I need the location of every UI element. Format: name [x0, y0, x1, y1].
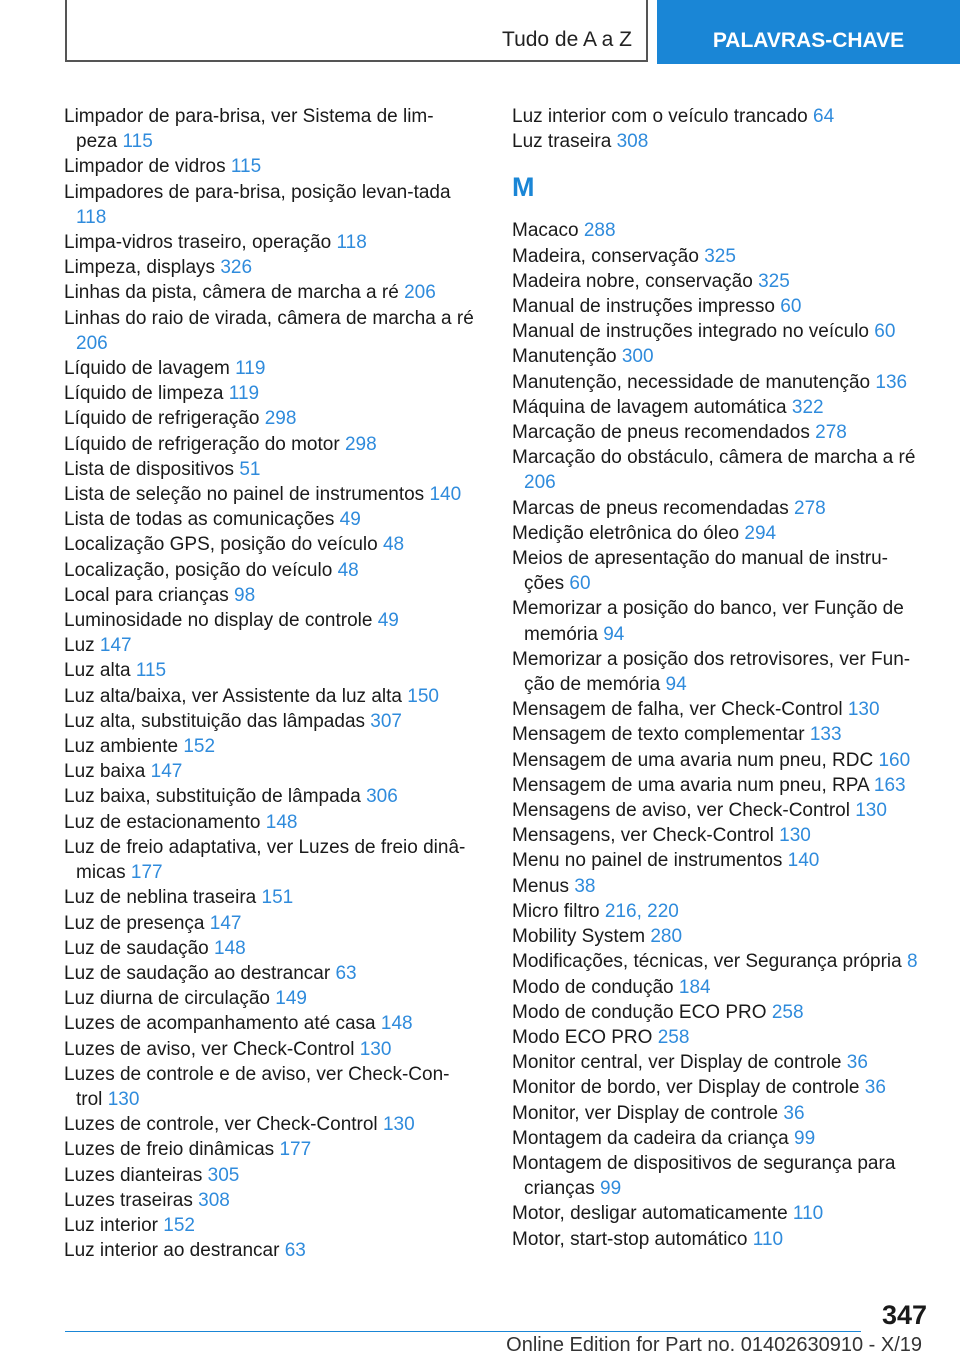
page-reference-link[interactable]: 60: [874, 321, 896, 343]
index-entry: [64, 180, 474, 230]
index-entry: [512, 722, 922, 747]
index-entry-text: Mobility System: [512, 926, 646, 948]
index-column-left: [64, 104, 474, 1263]
page-reference-link[interactable]: 130: [855, 800, 887, 822]
index-entry: [512, 1126, 922, 1151]
index-entry-text: Líquido de refrigeração: [64, 408, 260, 430]
index-entry-text: Limpeza, displays: [64, 257, 216, 279]
page-reference-link[interactable]: 151: [261, 887, 294, 909]
page-reference-link[interactable]: 130: [359, 1038, 392, 1060]
footer-divider: [65, 1331, 861, 1332]
index-entry-text: Motor, start-stop automático: [512, 1228, 748, 1250]
index-entry-text: Mensagens, ver Check-Control: [512, 825, 774, 847]
page-reference-link[interactable]: 98: [234, 584, 256, 606]
index-entry-text: Manutenção, necessidade de manutenção: [512, 371, 871, 393]
index-entry-text: Lista de seleção no painel de instrumentos: [64, 484, 425, 506]
index-entry-text: Manutenção: [512, 346, 617, 368]
page-reference-link[interactable]: 38: [574, 875, 596, 897]
index-entry-text: Memorizar a posição do banco, ver Função de memória: [512, 598, 904, 645]
page-reference-link[interactable]: 308: [198, 1189, 230, 1211]
page-reference-link[interactable]: 110: [752, 1228, 784, 1250]
page-reference-link[interactable]: 298: [344, 433, 377, 455]
index-entry: [512, 1201, 922, 1226]
page-reference-link[interactable]: 305: [207, 1164, 240, 1186]
page-reference-link[interactable]: 130: [779, 825, 811, 847]
tab-keywords[interactable]: [657, 0, 960, 64]
index-entry-text: Luz baixa: [64, 761, 146, 783]
index-entry: [512, 848, 922, 873]
index-entry-text: Luz interior ao destrancar: [64, 1240, 280, 1262]
page-reference-link[interactable]: 51: [239, 458, 261, 480]
index-entry: [512, 294, 922, 319]
index-entry: [64, 230, 474, 255]
index-entry: [512, 1151, 922, 1201]
index-entry: [64, 608, 474, 633]
index-entry-text: Modificações, técnicas, ver Segurança própria: [512, 951, 902, 973]
page-reference-link[interactable]: 119: [235, 358, 266, 380]
index-entry: [64, 936, 474, 961]
index-entry-text: Memorizar a posição dos retrovisores, ver Fun-ção de memória: [512, 648, 911, 696]
index-entry-text: Luzes de controle, ver Check-Control: [64, 1114, 378, 1136]
index-entry-text: Montagem da cadeira da criança: [512, 1127, 789, 1149]
index-entry-text: Lista de todas as comunicações: [64, 509, 335, 531]
index-entry: [64, 255, 474, 280]
index-entry-text: Luz alta: [64, 660, 131, 682]
index-entry-text: Luzes traseiras: [64, 1189, 193, 1211]
index-entry-text: Macaco: [512, 220, 579, 242]
edition-text: Online Edition for Part no. 01402630910 - X/19: [506, 1334, 922, 1356]
page-reference-link[interactable]: 115: [135, 660, 167, 682]
index-entry: [512, 546, 922, 596]
index-entry: [512, 899, 922, 924]
page-reference-link[interactable]: 325: [758, 270, 790, 292]
index-entry: [512, 823, 922, 848]
page-reference-link[interactable]: 110: [792, 1203, 824, 1225]
index-entry-text: Limpadores de para-brisa, posição levan-tada: [64, 181, 451, 203]
index-entry-text: Líquido de limpeza: [64, 383, 224, 405]
index-entry-text: Luz de presença: [64, 912, 205, 934]
header-box: [65, 0, 648, 62]
index-entry: [64, 709, 474, 734]
index-entry: [512, 1101, 922, 1126]
index-entry-text: Limpa-vidros traseiro, operação: [64, 232, 332, 254]
page-reference-link[interactable]: 63: [335, 962, 357, 984]
index-entry: [64, 104, 474, 154]
index-entry: [64, 885, 474, 910]
index-entry-text: Madeira nobre, conservação: [512, 270, 753, 292]
index-entry: [64, 1213, 474, 1238]
index-entry: [64, 810, 474, 835]
page-reference-link[interactable]: 147: [99, 635, 132, 657]
index-entry: [64, 734, 474, 759]
page-reference-link[interactable]: 325: [704, 245, 736, 267]
index-entry: [512, 748, 922, 773]
index-entry: [512, 1227, 922, 1252]
page-reference-link[interactable]: 130: [382, 1114, 415, 1136]
page-number: 347: [881, 1300, 927, 1330]
index-entry-text: Limpador de vidros: [64, 156, 226, 178]
index-entry: [64, 835, 474, 885]
index-entry: [64, 482, 474, 507]
index-entry-text: Luz interior: [64, 1214, 158, 1236]
index-entry: [512, 496, 922, 521]
index-entry: [64, 911, 474, 936]
index-entry: [512, 975, 922, 1000]
index-entry-text: Luz de saudação: [64, 937, 209, 959]
page-reference-link[interactable]: 148: [265, 811, 298, 833]
index-entry-text: Luz baixa, substituição de lâmpada: [64, 786, 361, 808]
page-reference-link[interactable]: 177: [279, 1139, 312, 1161]
index-entry-text: Marcação de pneus recomendados: [512, 422, 810, 444]
index-entry-text: Monitor central, ver Display de controle: [512, 1052, 842, 1074]
page-reference-link[interactable]: 149: [275, 988, 307, 1010]
index-entry: [512, 1075, 922, 1100]
index-entry-text: Menus: [512, 875, 570, 897]
page-reference-link[interactable]: 294: [744, 522, 777, 544]
index-entry: [64, 1163, 474, 1188]
index-entry: [512, 1000, 922, 1025]
index-entry: [512, 521, 922, 546]
index-entry-text: Mensagem de uma avaria num pneu, RPA: [512, 774, 869, 796]
page-reference-link[interactable]: 133: [809, 724, 842, 746]
index-entry-text: Mensagem de uma avaria num pneu, RDC: [512, 749, 874, 771]
index-entry: [64, 154, 474, 179]
page-reference-link[interactable]: 36: [846, 1052, 868, 1074]
page-reference-link[interactable]: 147: [150, 761, 183, 783]
index-entry: [64, 759, 474, 784]
index-entry: [512, 647, 922, 697]
index-entry: [512, 1050, 922, 1075]
index-entry: [512, 798, 922, 823]
page-reference-link[interactable]: 118: [76, 206, 107, 228]
page-reference-link[interactable]: 49: [339, 509, 361, 531]
page-reference-link[interactable]: 258: [657, 1026, 690, 1048]
index-entry: [64, 432, 474, 457]
page-reference-link[interactable]: 49: [377, 610, 399, 632]
page-reference-link[interactable]: 48: [382, 534, 405, 556]
index-entry: [512, 370, 922, 395]
page-reference-link[interactable]: 148: [214, 937, 246, 959]
index-entry-text: Modo de condução ECO PRO: [512, 1001, 767, 1023]
page-reference-link[interactable]: 140: [787, 850, 820, 872]
page-reference-link[interactable]: 298: [264, 408, 297, 430]
index-entry: [512, 269, 922, 294]
page-reference-link[interactable]: 99: [600, 1178, 622, 1200]
index-entry-text: Mensagem de falha, ver Check-Control: [512, 699, 843, 721]
page-reference-link[interactable]: 60: [780, 296, 802, 318]
index-entry: [512, 697, 922, 722]
index-entry: [64, 1188, 474, 1213]
index-entry: [64, 356, 474, 381]
index-entry-text: Madeira, conservação: [512, 245, 699, 267]
page-reference-link[interactable]: 160: [878, 749, 911, 771]
index-entry-text: Marcas de pneus recomendadas: [512, 497, 789, 519]
page-reference-link[interactable]: 36: [864, 1077, 886, 1099]
index-entry: [512, 445, 922, 495]
index-entry: [512, 129, 922, 154]
index-entry: [64, 1011, 474, 1036]
index-entry-text: Monitor de bordo, ver Display de controle: [512, 1077, 860, 1099]
page-reference-link[interactable]: 177: [130, 862, 163, 884]
index-entry: [512, 218, 922, 243]
index-entry: [64, 684, 474, 709]
page-reference-link[interactable]: 148: [380, 1013, 413, 1035]
index-entry-text: Luz de saudação ao destrancar: [64, 962, 331, 984]
index-entry: [512, 104, 922, 129]
page-reference-link[interactable]: 300: [621, 346, 654, 368]
index-entry: [64, 381, 474, 406]
index-entry-text: Luz alta/baixa, ver Assistente da luz alta: [64, 685, 402, 707]
index-entry: [64, 633, 474, 658]
index-entry-text: Linhas da pista, câmera de marcha a ré: [64, 282, 399, 304]
index-entry-text: Luzes de controle e de aviso, ver Check-Con-trol: [64, 1063, 450, 1110]
index-entry: [64, 986, 474, 1011]
index-entry: [512, 773, 922, 798]
page-reference-link[interactable]: 326: [220, 257, 253, 279]
page-reference-link[interactable]: 288: [583, 220, 616, 242]
index-entry-text: Mensagens de aviso, ver Check-Control: [512, 800, 850, 822]
index-entry-text: Máquina de lavagem automática: [512, 396, 787, 418]
index-entry: [64, 1062, 474, 1112]
index-entry-text: Micro filtro: [512, 900, 600, 922]
index-entry: [512, 344, 922, 369]
index-entry: [512, 949, 922, 974]
index-entry: [64, 558, 474, 583]
page-reference-link[interactable]: 94: [665, 674, 687, 696]
index-entry-text: Linhas do raio de virada, câmera de marcha a ré: [64, 307, 474, 329]
page-reference-link[interactable]: 206: [524, 472, 556, 494]
index-entry: [512, 1025, 922, 1050]
page-reference-link[interactable]: 130: [847, 699, 880, 721]
page-reference-link[interactable]: 8: [906, 951, 918, 973]
index-entry: [64, 457, 474, 482]
page-reference-link[interactable]: 280: [650, 926, 683, 948]
index-entry: [64, 406, 474, 431]
page-reference-link[interactable]: 115: [230, 156, 262, 178]
index-entry-text: Monitor, ver Display de controle: [512, 1102, 779, 1124]
index-column-right: [512, 104, 922, 1252]
index-entry-text: Luz de neblina traseira: [64, 887, 257, 909]
index-entry-text: Montagem de dispositivos de segurança para crianças: [512, 1152, 896, 1200]
page-reference-link[interactable]: 60: [569, 573, 591, 595]
section-title: Tudo de A a Z: [502, 28, 632, 51]
index-entry-text: Líquido de refrigeração do motor: [64, 433, 340, 455]
index-entry: [64, 1238, 474, 1263]
page-reference-link[interactable]: 278: [794, 497, 826, 519]
page-reference-link[interactable]: 136: [875, 371, 908, 393]
index-entry: [512, 596, 922, 646]
index-entry: [512, 319, 922, 344]
index-entry-text: Meios de apresentação do manual de instru-ções: [512, 548, 889, 595]
page-reference-link[interactable]: 147: [209, 912, 242, 934]
index-entry-text: Luzes de acompanhamento até casa: [64, 1013, 376, 1035]
page-reference-link[interactable]: 163: [873, 774, 906, 796]
index-entry-text: Luz de estacionamento: [64, 811, 261, 833]
index-entry: [64, 658, 474, 683]
index-entry: [64, 961, 474, 986]
index-entry: [64, 532, 474, 557]
index-entry: [64, 1112, 474, 1137]
page-reference-link[interactable]: 130: [107, 1088, 140, 1110]
index-entry-text: Luminosidade no display de controle: [64, 610, 373, 632]
index-entry-text: Luz: [64, 635, 95, 657]
page-reference-link[interactable]: 206: [76, 332, 108, 354]
index-entry-text: Líquido de lavagem: [64, 358, 230, 380]
index-entry: [64, 784, 474, 809]
page-reference-link[interactable]: 307: [370, 710, 402, 732]
index-entry-text: Local para crianças: [64, 584, 229, 606]
index-entry: [64, 306, 474, 356]
index-entry-text: Luzes dianteiras: [64, 1164, 203, 1186]
page-reference-link[interactable]: 152: [163, 1214, 195, 1236]
page-reference-link[interactable]: 184: [678, 976, 711, 998]
index-entry-text: Marcação do obstáculo, câmera de marcha a ré: [512, 447, 916, 469]
index-entry-text: Luzes de aviso, ver Check-Control: [64, 1038, 355, 1060]
page-reference-link[interactable]: 36: [783, 1102, 805, 1124]
index-entry-text: Menu no painel de instrumentos: [512, 850, 783, 872]
index-entry: [512, 244, 922, 269]
page-reference-link[interactable]: 306: [366, 786, 398, 808]
index-entry: [512, 874, 922, 899]
index-entry: [512, 395, 922, 420]
page-reference-link[interactable]: 140: [429, 484, 462, 506]
page-reference-link[interactable]: 308: [616, 131, 649, 153]
page-reference-link[interactable]: 64: [813, 106, 835, 127]
index-entry-text: Manual de instruções integrado no veículo: [512, 321, 870, 343]
index-entry-text: Modo de condução: [512, 976, 674, 998]
index-entry-text: Luzes de freio dinâmicas: [64, 1139, 275, 1161]
page-reference-link[interactable]: 118: [336, 232, 367, 254]
page-reference-link[interactable]: 258: [771, 1001, 804, 1023]
index-entry-text: Limpador de para-brisa, ver Sistema de lim-peza: [64, 106, 434, 153]
page-reference-link[interactable]: 119: [228, 383, 260, 405]
index-entry-text: Luz diurna de circulação: [64, 988, 270, 1010]
page-reference-link[interactable]: 322: [791, 396, 824, 418]
page-reference-link[interactable]: 48: [337, 559, 359, 581]
index-entry-text: Mensagem de texto complementar: [512, 724, 805, 746]
page-reference-link[interactable]: 216, 220: [604, 900, 679, 922]
index-entry-text: Motor, desligar automaticamente: [512, 1203, 788, 1225]
index-entry: [64, 507, 474, 532]
index-entry-text: Lista de dispositivos: [64, 458, 235, 480]
index-entry: [64, 1037, 474, 1062]
index-entry-text: Modo ECO PRO: [512, 1026, 653, 1048]
index-entry-text: Medição eletrônica do óleo: [512, 522, 740, 544]
index-entry: [64, 1137, 474, 1162]
index-entry-text: Luz de freio adaptativa, ver Luzes de freio dinâ-micas: [64, 836, 466, 884]
index-entry: [512, 420, 922, 445]
page-reference-link[interactable]: 206: [404, 282, 436, 304]
index-entry-text: Luz interior com o veículo trancado: [512, 106, 808, 127]
page-reference-link[interactable]: 115: [122, 131, 153, 153]
index-entry-text: Luz alta, substituição das lâmpadas: [64, 710, 366, 732]
page-reference-link[interactable]: 99: [794, 1127, 816, 1149]
index-entry: [512, 924, 922, 949]
index-entry-text: Localização GPS, posição do veículo: [64, 534, 378, 556]
index-entry-text: Luz ambiente: [64, 736, 179, 758]
index-entry-text: Localização, posição do veículo: [64, 559, 333, 581]
index-entry-text: Manual de instruções impresso: [512, 296, 775, 318]
tab-keywords-label: PALAVRAS-CHAVE: [712, 29, 905, 52]
page-reference-link[interactable]: 150: [407, 685, 439, 707]
index-entry: [64, 280, 474, 305]
page-reference-link[interactable]: 63: [284, 1240, 306, 1262]
page-reference-link[interactable]: 94: [603, 623, 625, 645]
index-entry: [64, 583, 474, 608]
page-reference-link[interactable]: 278: [815, 422, 847, 444]
index-entry-text: Luz traseira: [512, 131, 612, 153]
page-reference-link[interactable]: 152: [183, 736, 216, 758]
section-letter: M: [512, 172, 535, 203]
